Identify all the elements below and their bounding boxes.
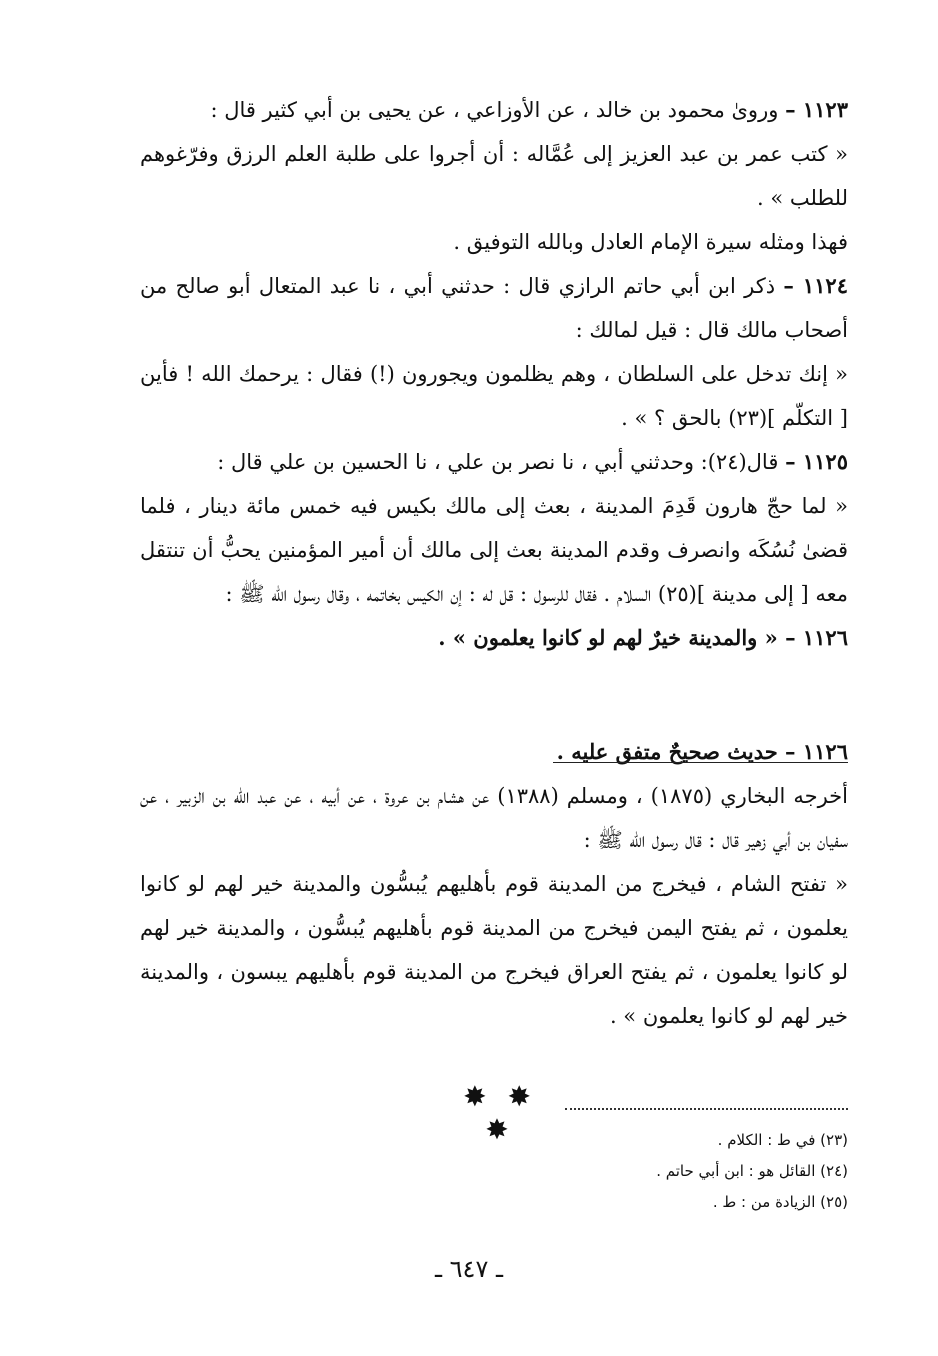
paragraph-text: « لما حجّ هارون قَدِمَ المدينة ، بعث إلى مالك بكيس فيه خمس مائة دينار ، فلما قضىٰ نُسُكَه وانصرف وقدم المدينة بعث إلى مالك أن أمير المؤمنين يحبُّ أن تنتقل معه [ إلى مدينة ](٢٥) السلام . فقال للرسول : قل له : إن الكيس بخاتمه ، وقال رسول الله ﷺ :	[140, 494, 848, 606]
footnote-25	[448, 1187, 848, 1218]
paragraph-text: ذكر ابن أبي حاتم الرازي قال : حدثني أبي ، نا عبد المتعال أبو صالح من أصحاب مالك قال : قيل لمالك :	[140, 274, 848, 342]
footnote-number: (٢٣)	[820, 1131, 848, 1149]
commentary-text: أخرجه البخاري (١٨٧٥) ، ومسلم (١٣٨٨) عن هشام بن عروة ، عن أبيه ، عن عبد الله بن الزبير ، عن سفيان بن أبي زهير قال : قال رسول الله ﷺ :	[140, 784, 848, 852]
hadith-number: ١١٢٥ –	[785, 449, 848, 474]
footnotes	[448, 1125, 848, 1218]
commentary-heading: ١١٢٦ – حديث صحيحٌ متفق عليه .	[556, 739, 848, 764]
paragraph-quote-umar	[140, 132, 848, 220]
paragraph-text: وروىٰ محمود بن خالد ، عن الأوزاعي ، عن يحيى بن أبي كثير قال :	[210, 98, 779, 122]
footnote-number: (٢٤)	[820, 1162, 848, 1180]
paragraph-quote-malik	[140, 352, 848, 440]
footnote-text: في ط : الكلام .	[717, 1131, 816, 1149]
page-number: ـ ٦٤٧ ـ	[434, 1255, 503, 1283]
paragraph-text: « والمدينة خيرٌ لهم لو كانوا يعلمون » .	[438, 625, 778, 650]
hadith-number: ١١٢٣ –	[785, 97, 848, 122]
paragraph-text: « كتب عمر بن عبد العزيز إلى عُمَّاله : أن أجروا على طلبة العلم الرزق وفرّغوهم للطلب » .	[140, 142, 848, 210]
separator-stars: ✸ ✸ ✸	[463, 1080, 537, 1146]
paragraph-text: فهذا ومثله سيرة الإمام العادل وبالله التوفيق .	[453, 230, 848, 254]
paragraph-quote-harun	[140, 484, 848, 616]
paragraph-text: « إنك تدخل على السلطان ، وهم يظلمون ويجورون (!) فقال : يرحمك الله ! فأين [ التكلّم ](٢٣) بالحق ؟ » .	[140, 362, 848, 430]
footnote-text: الزيادة من : ط .	[712, 1193, 816, 1211]
paragraph-1125	[140, 440, 848, 484]
hadith-number: ١١٢٦ –	[785, 625, 848, 650]
paragraph-1123	[140, 88, 848, 132]
main-text	[140, 88, 848, 1038]
footnote-24	[448, 1156, 848, 1187]
paragraph-1124	[140, 264, 848, 352]
footnote-number: (٢٥)	[820, 1193, 848, 1211]
spacer	[140, 660, 848, 730]
paragraph-1126	[140, 616, 848, 660]
commentary-divider	[553, 762, 848, 763]
hadith-number: ١١٢٤ –	[783, 273, 848, 298]
footnote-23	[448, 1125, 848, 1156]
footnote-divider	[565, 1108, 848, 1110]
footnote-text: القائل هو : ابن أبي حاتم .	[656, 1162, 816, 1180]
paragraph-text: قال(٢٤): وحدثني أبي ، نا نصر بن علي ، نا الحسين بن علي قال :	[217, 450, 779, 474]
paragraph-conclusion	[140, 220, 848, 264]
commentary-quote: « تفتح الشام ، فيخرج من المدينة قوم بأهليهم يُبسُّون والمدينة خير لهم لو كانوا يعلمون ، ثم يفتح اليمن فيخرج من المدينة قوم بأهليهم يُبسُّون ، والمدينة خير لهم لو كانوا يعلمون ، ثم يفتح العراق فيخرج من المدينة قوم بأهليهم يبسون ، والمدينة خير لهم لو كانوا يعلمون » .	[140, 872, 848, 1028]
